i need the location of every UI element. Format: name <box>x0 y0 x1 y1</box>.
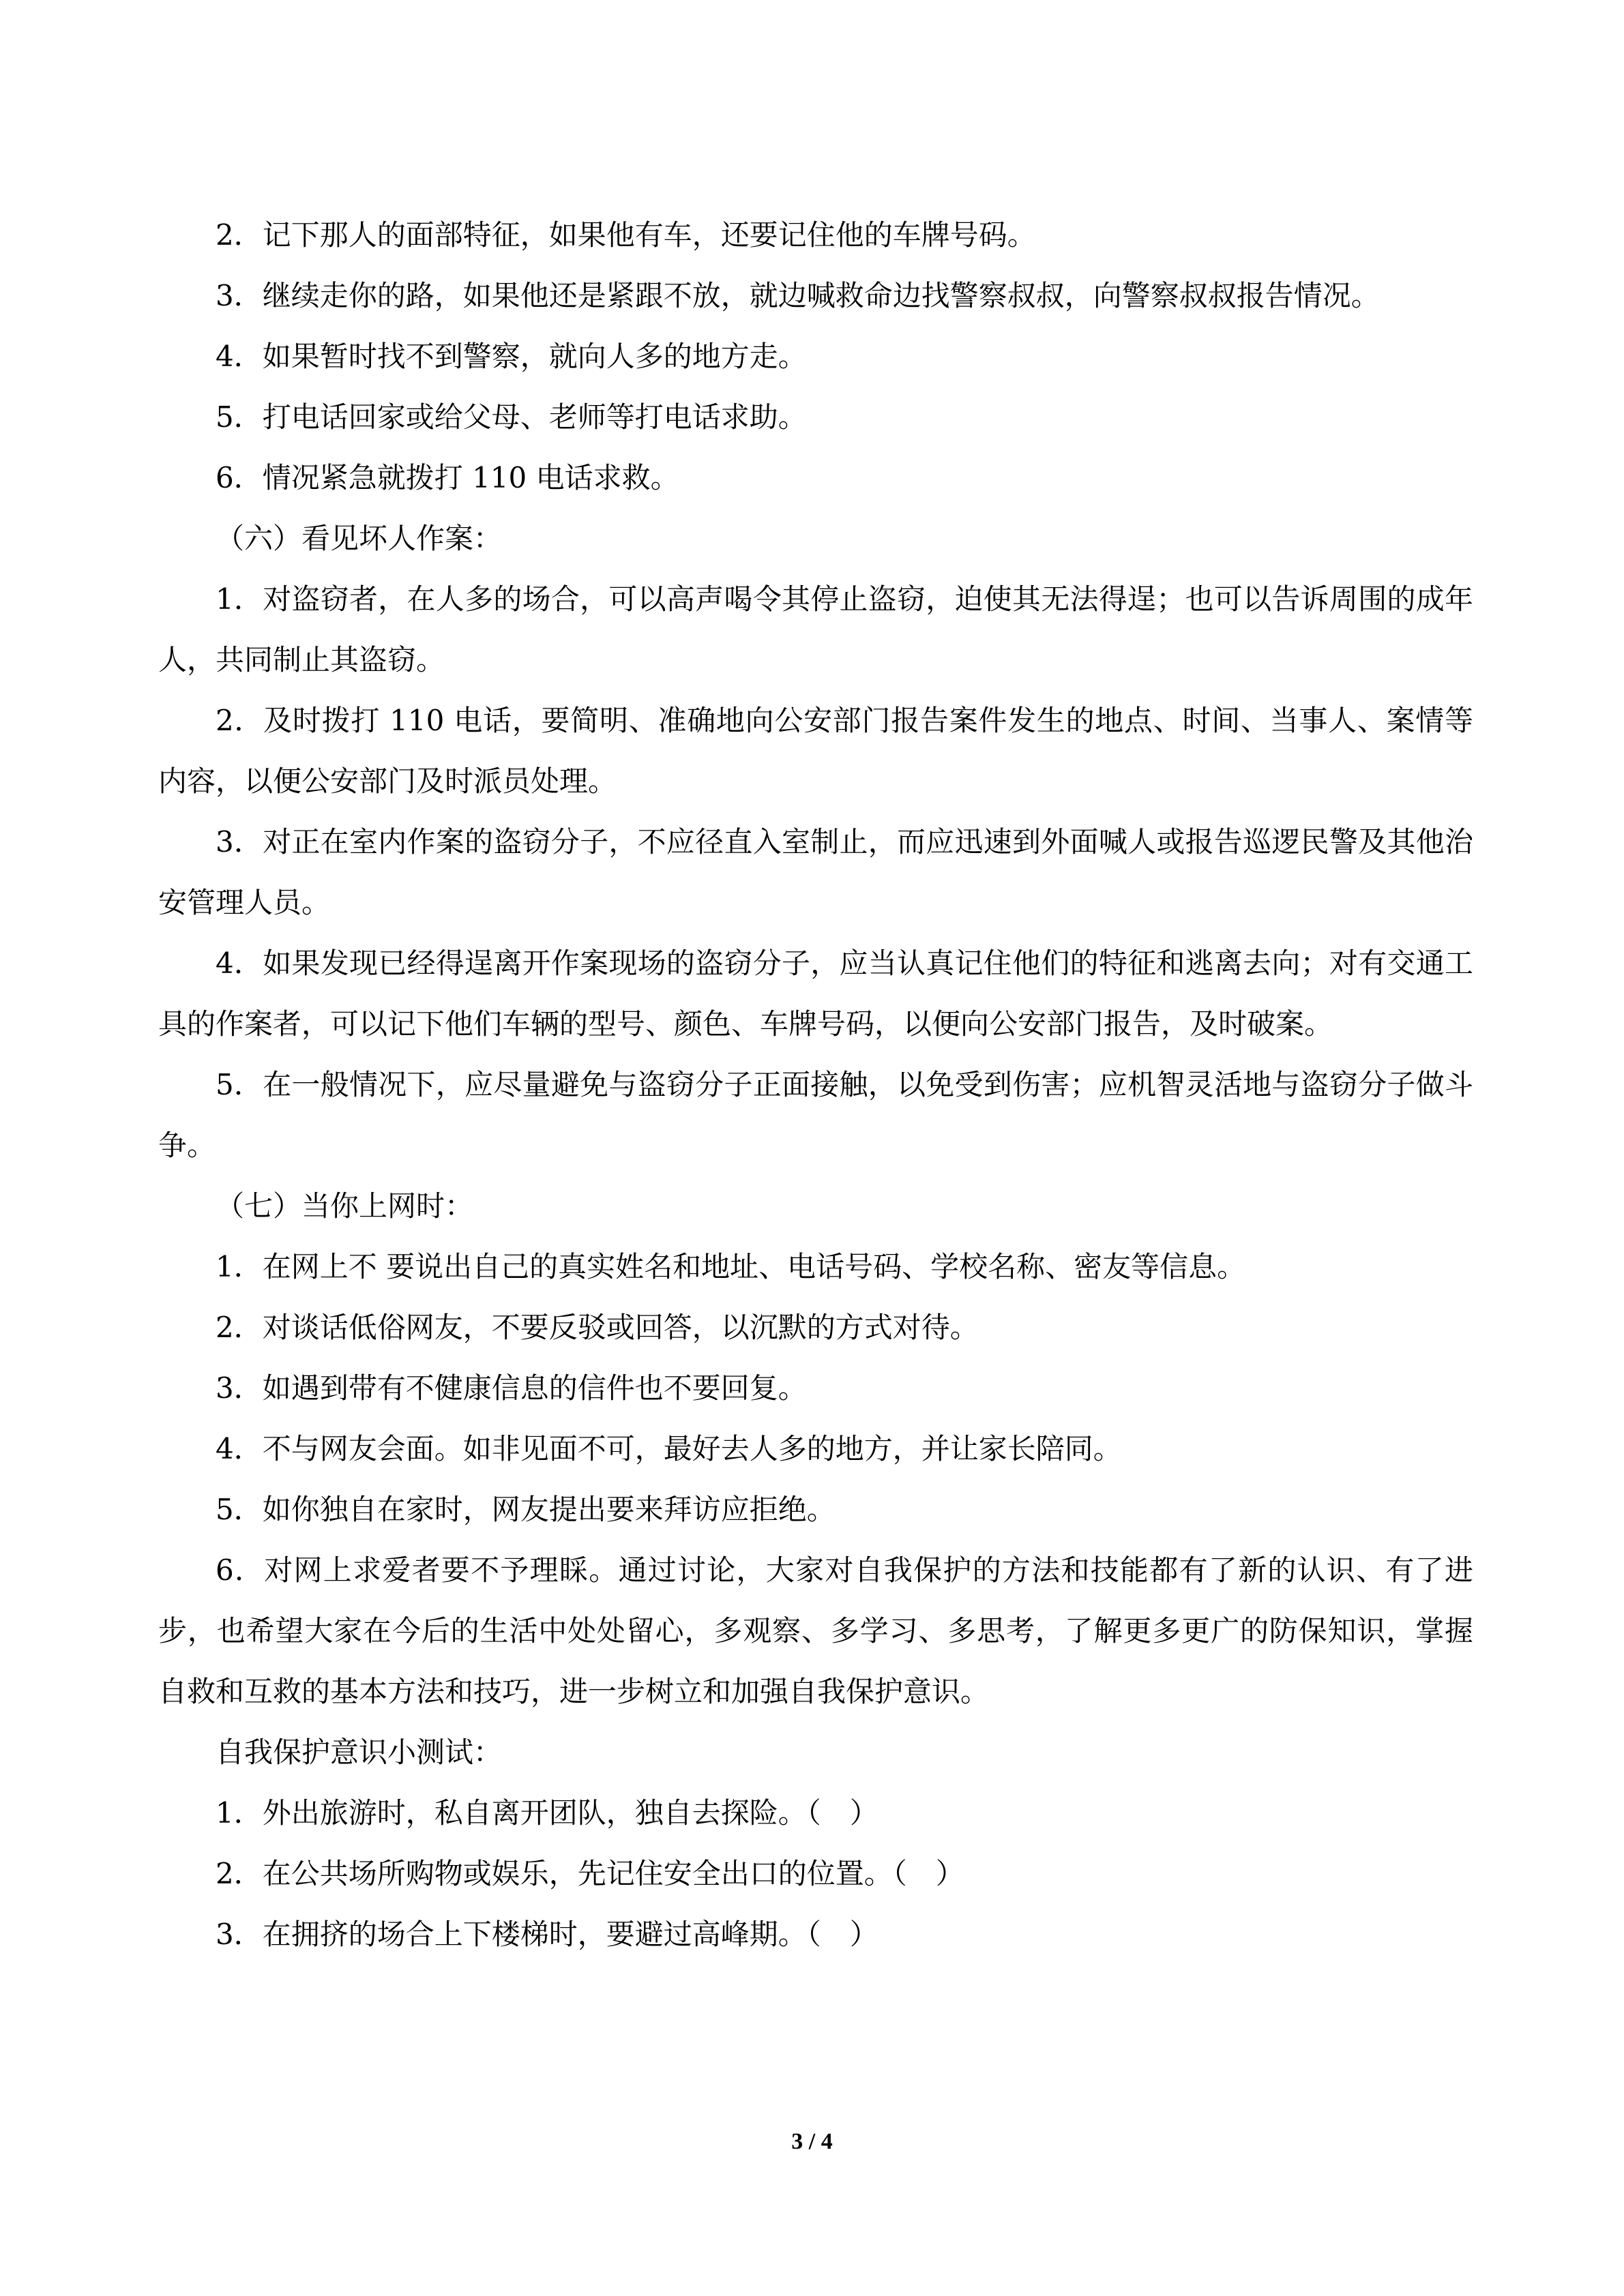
paragraph: 4．如果发现已经得逞离开作案现场的盗窃分子，应当认真记住他们的特征和逃离去向；对有交通工具的作案者，可以记下他们车辆的型号、颜色、车牌号码，以便向公安部门报告，及时破案。 <box>158 946 1473 1041</box>
paragraph: 1．对盗窃者，在人多的场合，可以高声喝令其停止盗窃，迫使其无法得逞；也可以告诉周围的成年人，共同制止其盗窃。 <box>158 582 1473 676</box>
quiz-item: 1．外出旅游时，私自离开团队，独自去探险。（ ） <box>216 1796 879 1830</box>
paragraph: 5．打电话回家或给父母、老师等打电话求助。 <box>216 400 807 434</box>
paragraph: 2．对谈话低俗网友，不要反驳或回答，以沉默的方式对待。 <box>216 1311 979 1344</box>
paragraph: 3．如遇到带有不健康信息的信件也不要回复。 <box>216 1371 807 1405</box>
paragraph: 4．不与网友会面。如非见面不可，最好去人多的地方，并让家长陪同。 <box>216 1432 1122 1465</box>
paragraph: 2．记下那人的面部特征，如果他有车，还要记住他的车牌号码。 <box>216 218 1036 252</box>
paragraph: 5．如你独自在家时，网友提出要来拜访应拒绝。 <box>216 1493 836 1526</box>
paragraph: 6．对网上求爱者要不予理睬。通过讨论，大家对自我保护的方法和技能都有了新的认识、有了进步，也希望大家在今后的生活中处处留心，多观察、多学习、多思考，了解更多更广的防保知识，掌握自救和互救的基本方法和技巧，进一步树立和加强自我保护意识。 <box>158 1553 1473 1708</box>
quiz-heading: 自我保护意识小测试： <box>216 1735 503 1769</box>
paragraph: 3．对正在室内作案的盗窃分子，不应径直入室制止，而应迅速到外面喊人或报告巡逻民警及其他治安管理人员。 <box>158 825 1473 919</box>
paragraph: 5．在一般情况下，应尽量避免与盗窃分子正面接触，以免受到伤害；应机智灵活地与盗窃分子做斗争。 <box>158 1068 1473 1162</box>
paragraph: 6．情况紧急就拨打 110 电话求救。 <box>216 461 679 494</box>
paragraph: 1．在网上不 要说出自己的真实姓名和地址、电话号码、学校名称、密友等信息。 <box>216 1250 1246 1283</box>
paragraph: 4．如果暂时找不到警察，就向人多的地方走。 <box>216 340 807 373</box>
page-number: 3 / 4 <box>791 2129 833 2154</box>
document-body <box>158 205 1473 1965</box>
quiz-item: 2．在公共场所购物或娱乐，先记住安全出口的位置。（ ） <box>216 1857 964 1890</box>
section-heading: （七）当你上网时： <box>216 1189 474 1223</box>
paragraph: 3．继续走你的路，如果他还是紧跟不放，就边喊救命边找警察叔叔，向警察叔叔报告情况。 <box>216 279 1380 312</box>
paragraph: 2．及时拨打 110 电话，要简明、准确地向公安部门报告案件发生的地点、时间、当事人、案情等内容，以便公安部门及时派员处理。 <box>158 704 1473 798</box>
quiz-item: 3．在拥挤的场合上下楼梯时，要避过高峰期。（ ） <box>216 1918 879 1951</box>
section-heading: （六）看见坏人作案： <box>216 522 503 555</box>
